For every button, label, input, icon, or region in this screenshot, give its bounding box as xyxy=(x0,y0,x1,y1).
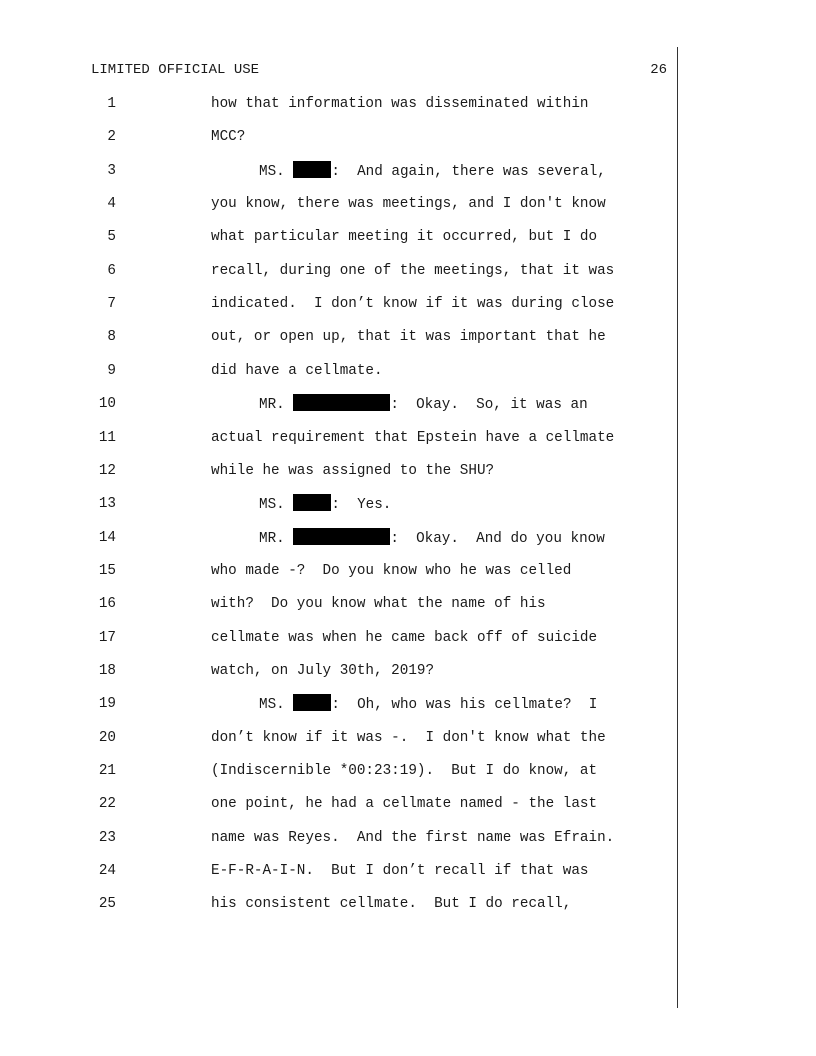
transcript-line xyxy=(0,227,680,247)
line-number: 16 xyxy=(98,596,116,613)
transcript-line xyxy=(0,728,680,748)
line-text xyxy=(259,394,588,415)
transcript-line xyxy=(0,761,680,781)
transcript-line xyxy=(0,428,680,448)
text-segment: recall, during one of the meetings, that it was xyxy=(211,262,615,279)
line-number: 6 xyxy=(107,262,116,279)
text-segment: watch, on July 30th, 2019? xyxy=(211,662,435,679)
line-number: 21 xyxy=(98,763,116,779)
text-segment: : Oh, who was his cellmate? I xyxy=(331,697,598,714)
line-text xyxy=(211,861,589,881)
line-text xyxy=(211,127,245,147)
text-segment: MCC? xyxy=(211,129,246,146)
text-segment: who made -? Do you know who he was celled xyxy=(211,562,572,579)
text-segment: cellmate was when he came back off of suicide xyxy=(211,629,598,646)
transcript-line xyxy=(0,561,680,581)
line-text xyxy=(259,494,391,515)
line-number: 9 xyxy=(107,362,116,379)
text-segment: one point, he had a cellmate named - the last xyxy=(211,796,598,813)
redaction-box xyxy=(293,161,331,178)
transcript-line xyxy=(0,528,680,548)
transcript-line xyxy=(0,694,680,714)
line-text xyxy=(259,528,605,549)
text-segment: while he was assigned to the SHU? xyxy=(211,462,495,479)
text-segment: don’t know if it was -. I don't know what the xyxy=(211,729,606,746)
line-text xyxy=(211,561,571,581)
transcript-line xyxy=(0,494,680,514)
line-number: 24 xyxy=(98,863,116,880)
line-number: 17 xyxy=(98,629,116,646)
transcript-line xyxy=(0,294,680,314)
transcript-line xyxy=(0,894,680,914)
text-segment: : Okay. So, it was an xyxy=(390,397,588,414)
text-segment: MS. xyxy=(259,497,294,514)
line-text xyxy=(259,694,597,715)
text-segment: E-F-R-A-I-N. But I don’t recall if that was xyxy=(211,863,589,880)
redaction-box xyxy=(293,394,390,411)
transcript-line xyxy=(0,161,680,181)
transcript-line xyxy=(0,327,680,347)
transcript-line xyxy=(0,628,680,648)
transcript-line xyxy=(0,127,680,147)
line-number: 15 xyxy=(98,562,116,579)
transcript-line xyxy=(0,661,680,681)
line-text xyxy=(211,728,606,748)
text-segment: MR. xyxy=(259,530,294,547)
line-text xyxy=(211,894,571,914)
transcript-line xyxy=(0,794,680,814)
line-text xyxy=(211,194,606,214)
transcript-line xyxy=(0,394,680,414)
page-number: 26 xyxy=(650,62,667,78)
text-segment: what particular meeting it occurred, but I do xyxy=(211,229,598,246)
line-text xyxy=(211,428,614,448)
line-number: 8 xyxy=(107,329,116,346)
line-text xyxy=(211,594,546,614)
transcript-line xyxy=(0,594,680,614)
transcript-line xyxy=(0,261,680,281)
line-text xyxy=(211,794,597,814)
line-text xyxy=(211,661,434,681)
line-number: 25 xyxy=(98,896,116,913)
text-segment: did have a cellmate. xyxy=(211,362,383,379)
line-text xyxy=(211,94,589,114)
line-number: 12 xyxy=(98,462,116,479)
text-segment: his consistent cellmate. But I do recall, xyxy=(211,896,572,913)
line-number: 11 xyxy=(98,429,116,446)
text-segment: out, or open up, that it was important that he xyxy=(211,329,606,346)
line-text xyxy=(211,828,614,848)
line-number: 22 xyxy=(98,796,116,813)
text-segment: actual requirement that Epstein have a cellmate xyxy=(211,429,615,446)
transcript-line xyxy=(0,194,680,214)
line-number: 18 xyxy=(98,662,116,679)
line-number: 14 xyxy=(98,529,116,546)
line-number: 23 xyxy=(98,829,116,846)
line-text xyxy=(211,361,383,381)
transcript-line xyxy=(0,461,680,481)
redaction-box xyxy=(293,494,331,511)
text-segment: name was Reyes. And the first name was Efrain. xyxy=(211,829,615,846)
line-number: 2 xyxy=(107,129,116,146)
text-segment: : And again, there was several, xyxy=(331,163,606,180)
line-number: 3 xyxy=(107,162,116,179)
text-segment: you know, there was meetings, and I don't know xyxy=(211,196,606,213)
transcript-line xyxy=(0,861,680,881)
line-number: 20 xyxy=(98,729,116,746)
transcript-line xyxy=(0,361,680,381)
line-text xyxy=(211,327,606,347)
line-number: 4 xyxy=(107,196,116,213)
line-number: 7 xyxy=(107,296,116,313)
text-segment: how that information was disseminated within xyxy=(211,96,589,112)
redaction-box xyxy=(293,694,331,711)
text-segment: : Okay. And do you know xyxy=(390,530,605,547)
line-number: 1 xyxy=(107,96,116,112)
text-segment: MR. xyxy=(259,397,294,414)
line-number: 5 xyxy=(107,229,116,246)
line-text xyxy=(211,461,494,481)
line-text xyxy=(211,294,614,314)
line-text xyxy=(211,261,614,281)
text-segment: with? Do you know what the name of his xyxy=(211,596,546,613)
line-text xyxy=(211,761,597,781)
line-text xyxy=(211,227,597,247)
text-segment: : Yes. xyxy=(331,497,392,514)
text-segment: (Indiscernible *00:23:19). But I do know, at xyxy=(211,763,598,779)
text-segment: indicated. I don’t know if it was during close xyxy=(211,296,615,313)
classification-header: LIMITED OFFICIAL USE xyxy=(91,62,260,78)
line-text xyxy=(259,161,606,182)
text-segment: MS. xyxy=(259,163,294,180)
text-segment: MS. xyxy=(259,697,294,714)
line-number: 10 xyxy=(98,396,116,413)
transcript-line xyxy=(0,94,680,114)
line-text xyxy=(211,628,597,648)
line-number: 19 xyxy=(98,696,116,713)
line-number: 13 xyxy=(98,496,116,513)
redaction-box xyxy=(293,528,390,545)
transcript-line xyxy=(0,828,680,848)
